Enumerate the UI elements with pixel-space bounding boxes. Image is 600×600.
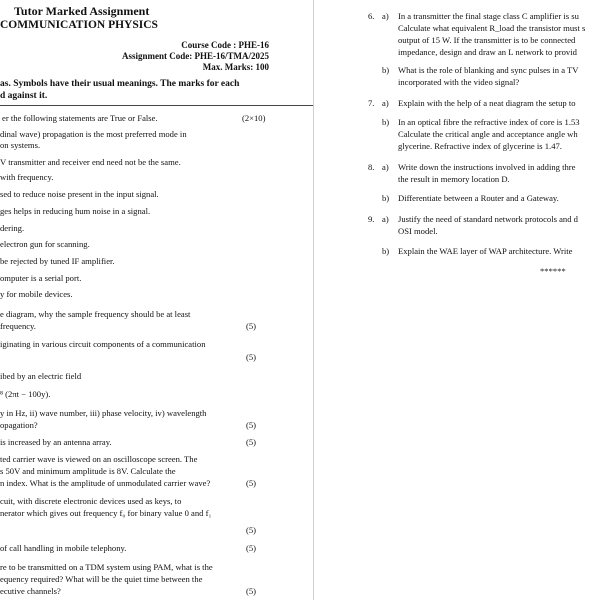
- assignment-subject: COMMUNICATION PHYSICS: [0, 19, 158, 31]
- sub-question-label: a): [382, 162, 389, 172]
- question-line: ecutive channels?: [0, 586, 61, 596]
- question-line: ⁸ (2πt − 100y).: [0, 389, 51, 399]
- question-line: In an optical fibre the refractive index of core is 1.53: [398, 117, 580, 127]
- question-marks: (5): [246, 420, 257, 430]
- question-line: In a transmitter the final stage class C amplifier is su: [398, 11, 579, 21]
- question-number: 7.: [368, 98, 375, 108]
- right-page: [318, 0, 600, 600]
- question-line: nerator which gives out frequency f₀ for binary value 0 and f₁: [0, 508, 212, 518]
- max-marks: Max. Marks: 100: [202, 62, 269, 72]
- question-line: Write down the instructions involved in adding thre: [398, 162, 576, 172]
- sub-question-label: b): [382, 117, 390, 127]
- sub-question-label: a): [382, 98, 389, 108]
- question-line: incorporated with the video signal?: [398, 77, 520, 87]
- question-marks: (5): [246, 321, 257, 331]
- question-line: n index. What is the amplitude of unmodulated carrier wave?: [0, 478, 211, 488]
- question-line: output of 15 W. If the transmitter is to be connected: [398, 35, 576, 45]
- question-line: omputer is a serial port.: [0, 273, 82, 283]
- assignment-code: Assignment Code: PHE-16/TMA/2025: [122, 51, 269, 61]
- question-line: equency required? What will be the quiet time between the: [0, 574, 203, 584]
- question-line: of call handling in mobile telephony.: [0, 543, 127, 553]
- question-line: Explain with the help of a neat diagram the setup to: [398, 98, 576, 108]
- sub-question-label: b): [382, 193, 390, 203]
- question-line: frequency.: [0, 321, 36, 331]
- question-line: re to be transmitted on a TDM system using PAM, what is the: [0, 562, 213, 572]
- question-line: be rejected by tuned IF amplifier.: [0, 256, 115, 266]
- question-marks: (5): [246, 437, 257, 447]
- question-line: y for mobile devices.: [0, 289, 73, 299]
- question-number: 8.: [368, 162, 375, 172]
- question-line: the result in memory location D.: [398, 174, 510, 184]
- question-line: opagation?: [0, 420, 38, 430]
- sub-question-label: a): [382, 214, 389, 224]
- assignment-title: Tutor Marked Assignment: [14, 4, 150, 18]
- question-line: is increased by an antenna array.: [0, 437, 112, 447]
- question-line: Justify the need of standard network protocols and d: [398, 214, 578, 224]
- sub-question-label: b): [382, 65, 390, 75]
- question-line: e diagram, why the sample frequency should be at least: [0, 309, 191, 319]
- question-line: dering.: [0, 223, 25, 233]
- question-line: cuit, with discrete electronic devices used as keys, to: [0, 496, 182, 506]
- course-code: Course Code : PHE-16: [181, 40, 269, 50]
- question-line: ges helps in reducing hum noise in a signal.: [0, 206, 151, 216]
- question-line: Calculate what equivalent R_load the transistor must s: [398, 23, 586, 33]
- question-line: electron gun for scanning.: [0, 239, 90, 249]
- question-line: glycerine. Refractive index of glycerine is 1.47.: [398, 141, 562, 151]
- question-marks: (5): [246, 543, 257, 553]
- question-number: 9.: [368, 214, 375, 224]
- header-rule: [0, 105, 314, 106]
- question-line: Explain the WAE layer of WAP architecture. Write: [398, 246, 573, 256]
- instructions-line-1: as. Symbols have their usual meanings. The marks for each: [0, 79, 240, 89]
- question-line: ted carrier wave is viewed on an oscilloscope screen. The: [0, 454, 198, 464]
- question-line: ibed by an electric field: [0, 371, 82, 381]
- question-line: dinal wave) propagation is the most preferred mode in: [0, 129, 187, 139]
- question-line: iginating in various circuit components of a communication: [0, 339, 206, 349]
- q1-marks: (2×10): [242, 113, 266, 123]
- question-marks: (5): [246, 586, 257, 596]
- end-mark: ******: [540, 266, 566, 276]
- q1-intro: er the following statements are True or False.: [2, 113, 158, 123]
- question-line: on systems.: [0, 140, 41, 150]
- instructions-line-2: d against it.: [0, 91, 48, 101]
- sub-question-label: b): [382, 246, 390, 256]
- question-line: V transmitter and receiver end need not be the same.: [0, 157, 181, 167]
- question-marks: (5): [246, 525, 257, 535]
- question-line: What is the role of blanking and sync pulses in a TV: [398, 65, 579, 75]
- question-line: Calculate the critical angle and acceptance angle wh: [398, 129, 578, 139]
- question-line: impedance, design and draw an L network to provid: [398, 47, 577, 57]
- question-marks: (5): [246, 478, 257, 488]
- question-line: with frequency.: [0, 172, 54, 182]
- question-number: 6.: [368, 11, 375, 21]
- question-line: s 50V and minimum amplitude is 8V. Calculate the: [0, 466, 176, 476]
- question-marks: (5): [246, 352, 257, 362]
- question-line: sed to reduce noise present in the input signal.: [0, 189, 159, 199]
- sub-question-label: a): [382, 11, 389, 21]
- question-line: OSI model.: [398, 226, 438, 236]
- question-line: Differentiate between a Router and a Gateway.: [398, 193, 559, 203]
- question-line: y in Hz, ii) wave number, iii) phase velocity, iv) wavelength: [0, 408, 207, 418]
